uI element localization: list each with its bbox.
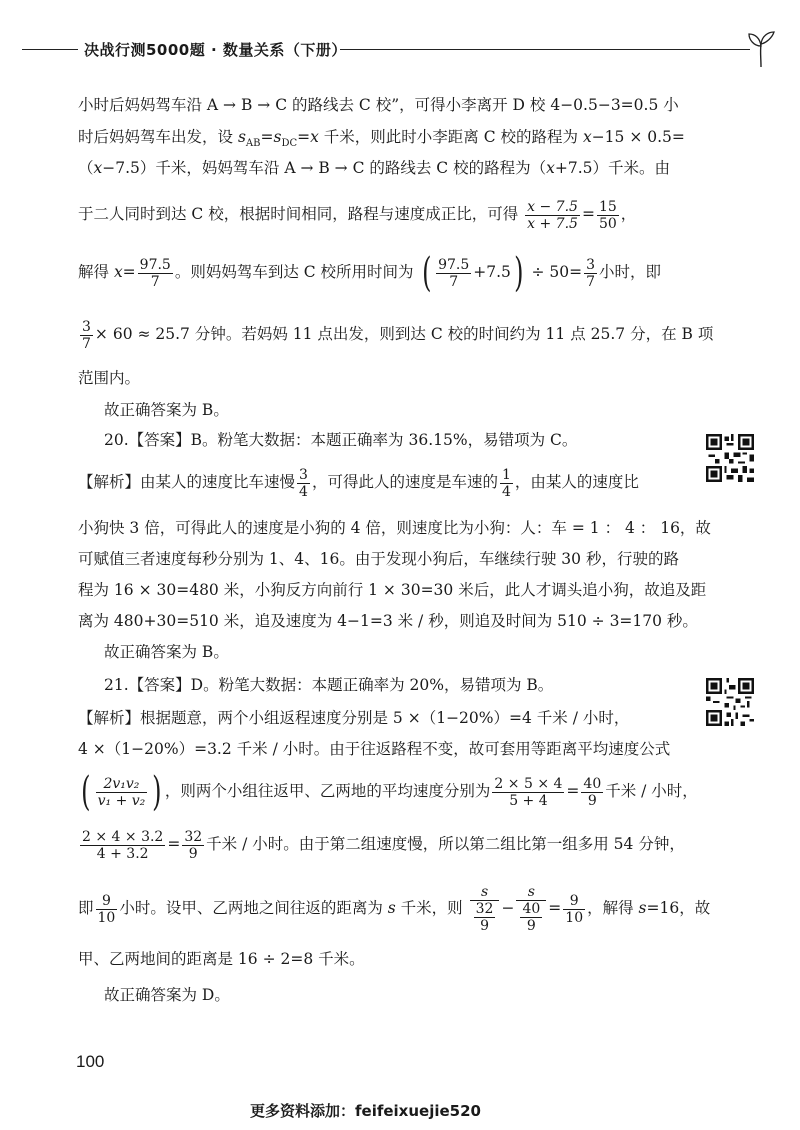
fraction-num: 3 xyxy=(82,318,91,335)
text-run: 解得 xyxy=(78,263,114,281)
text-line: 小狗快 3 倍，可得此人的速度是小狗的 4 倍，则速度比为小狗：人：车 = 1 ： 4 ： 16，故 xyxy=(78,519,711,537)
text-run: 千米 / 小时， xyxy=(605,782,698,800)
fraction-num: 15 xyxy=(598,198,617,215)
fraction-den: 7 xyxy=(436,273,471,290)
fraction-den: x + 7.5 xyxy=(527,215,578,232)
text-run: 千米，则 xyxy=(395,899,463,917)
math-op: =x xyxy=(297,128,319,146)
text-line: 故正确答案为 D。 xyxy=(104,986,230,1004)
fraction xyxy=(297,467,310,500)
text-line: 程为 16 × 30=480 米，小狗反方向前行 1 × 30=30 米后，此人才调头追小狗，故追及距 xyxy=(78,581,707,599)
text-line xyxy=(78,127,685,154)
fraction-den: 50 xyxy=(598,215,617,232)
fraction-den: 10 xyxy=(97,909,116,926)
text-run: ，则两个小组往返甲、乙两地的平均速度分别为 xyxy=(164,782,491,800)
text-run: +7.5）千米。由 xyxy=(554,159,670,177)
fraction-num: 2 × 5 × 4 xyxy=(494,775,563,792)
text-line xyxy=(78,464,639,500)
fraction-den: 5 + 4 xyxy=(492,792,564,809)
fraction xyxy=(96,893,118,926)
fraction-den: 9 xyxy=(581,792,603,809)
fraction-den xyxy=(516,900,546,934)
fraction xyxy=(500,467,513,500)
fraction xyxy=(182,829,204,862)
fraction xyxy=(80,319,93,352)
text-run: 时后妈妈驾车出发，设 xyxy=(78,128,238,146)
text-run: −7.5）千米，妈妈驾车沿 A → B → C 的路线去 C 校的路程为（ xyxy=(102,159,547,177)
math-op: +7.5 xyxy=(473,263,511,281)
fraction-num: x − 7.5 xyxy=(527,198,578,215)
text-run: 【解析】由某人的速度比车速慢 xyxy=(78,473,296,491)
fraction xyxy=(520,901,542,934)
math-op: − xyxy=(501,899,515,917)
math-op: = xyxy=(260,128,274,146)
text-line xyxy=(78,196,636,232)
fraction-num: 1 xyxy=(501,466,511,483)
fraction xyxy=(436,257,471,290)
fraction xyxy=(516,884,546,934)
page-number: 100 xyxy=(76,1052,105,1071)
fraction-num: 32 xyxy=(475,901,494,917)
text-run: ， xyxy=(620,205,637,223)
text-run: （ xyxy=(78,159,94,177)
text-run: 小时，即 xyxy=(599,263,662,281)
math-op: = xyxy=(167,835,181,853)
fraction-den: v₁ + v₂ xyxy=(97,792,146,809)
header-rule-right xyxy=(340,49,750,50)
qr-code xyxy=(706,678,754,726)
fraction-den: 7 xyxy=(586,273,596,290)
text-line xyxy=(78,880,710,936)
text-run: 即 xyxy=(78,899,94,917)
fraction-num: 40 xyxy=(583,775,602,792)
text-line xyxy=(78,826,685,862)
fraction-num: 9 xyxy=(569,892,579,909)
text-run: 。则妈妈驾车到达 C 校所用时间为 xyxy=(174,263,414,281)
fraction-num: 97.5 xyxy=(438,256,470,273)
text-line: 范围内。 xyxy=(78,369,141,387)
text-run: ÷ 50= xyxy=(531,263,583,281)
text-line xyxy=(78,316,713,352)
fraction xyxy=(525,199,580,232)
text-run: ，可得此人的速度是车速的 xyxy=(311,473,498,491)
text-line: 离为 480+30=510 米，追及速度为 4−1=3 米 / 秒，则追及时间为 510 ÷ 3=170 秒。 xyxy=(78,612,698,630)
text-line: 故正确答案为 B。 xyxy=(104,643,229,661)
fraction xyxy=(474,901,496,934)
fraction-den: 4 xyxy=(299,483,308,500)
fraction-num: 40 xyxy=(522,901,541,917)
math-op: = xyxy=(581,205,595,223)
math-var: s xyxy=(273,128,282,146)
footer-note: 更多资料添加：feifeixuejie520 xyxy=(250,1102,481,1120)
math-op: = xyxy=(566,782,580,800)
fraction-den: 9 xyxy=(474,917,496,934)
text-run: × 60 ≈ 25.7 分钟。若妈妈 11 点出发，则到达 C 校的时间约为 11 点 25.7 分，在 B 项 xyxy=(94,325,714,343)
fraction xyxy=(492,776,564,809)
fraction xyxy=(563,893,585,926)
text-line xyxy=(78,250,662,296)
fraction xyxy=(597,199,619,232)
text-run: ，解得 xyxy=(587,899,639,917)
math-sub: DC xyxy=(281,138,298,150)
text-line xyxy=(78,158,670,178)
fraction-num: 97.5 xyxy=(139,256,171,273)
math-op: x= xyxy=(113,263,136,281)
text-line: 4 ×（1−20%）=3.2 千米 / 小时。由于往返路程不变，故可套用等距离平均速度公式 xyxy=(78,740,671,758)
right-paren: ) xyxy=(152,769,162,815)
qr-code xyxy=(706,434,754,482)
fraction-den: 4 + 3.2 xyxy=(80,845,165,862)
math-var: x xyxy=(546,159,555,177)
math-var: s xyxy=(237,128,246,146)
text-run: 小时。设甲、乙两地之间往返的距离为 xyxy=(119,899,388,917)
fraction-num: s xyxy=(527,884,535,900)
answer-line: 21.【答案】D。粉笔大数据：本题正确率为 20%，易错项为 B。 xyxy=(104,676,554,694)
fraction-num: 3 xyxy=(586,256,596,273)
math-var: x xyxy=(582,128,592,146)
answer-line: 20.【答案】B。粉笔大数据：本题正确率为 36.15%，易错项为 C。 xyxy=(104,431,578,449)
fraction-den: 4 xyxy=(501,483,511,500)
fraction-den: 10 xyxy=(565,909,584,926)
fraction-den: 7 xyxy=(138,273,173,290)
fraction-den xyxy=(470,900,500,934)
text-run: −15 × 0.5= xyxy=(591,128,685,146)
fraction-num: 3 xyxy=(299,466,308,483)
fraction-num: 32 xyxy=(184,828,203,845)
fraction-num: 2v₁v₂ xyxy=(103,775,140,792)
text-run: 于二人同时到达 C 校，根据时间相同，路程与速度成正比，可得 xyxy=(78,205,519,223)
right-paren: ) xyxy=(514,250,524,296)
page-header xyxy=(22,30,782,70)
header-rule-left xyxy=(22,49,78,50)
fraction-num: s xyxy=(480,884,489,900)
math-var: s xyxy=(387,899,396,917)
text-run: 千米，则此时小李距离 C 校的路程为 xyxy=(318,128,583,146)
text-line: 故正确答案为 B。 xyxy=(104,401,229,419)
text-line: 可赋值三者速度每秒分别为 1、4、16。由于发现小狗后，车继续行驶 30 秒，行驶的路 xyxy=(78,550,679,568)
fraction xyxy=(470,884,500,934)
text-line: 【解析】根据题意，两个小组返程速度分别是 5 ×（1−20%）=4 千米 / 小时， xyxy=(78,709,630,727)
header-title: 决战行测5000题 · 数量关系（下册） xyxy=(84,41,347,59)
sprout-icon xyxy=(744,30,778,68)
fraction xyxy=(581,776,603,809)
fraction-num: 9 xyxy=(101,892,111,909)
left-paren: ( xyxy=(421,250,431,296)
fraction-den: 7 xyxy=(82,335,91,352)
text-line: 甲、乙两地间的距离是 16 ÷ 2=8 千米。 xyxy=(78,950,365,968)
left-paren: ( xyxy=(81,769,91,815)
text-run: 千米 / 小时。由于第二组速度慢，所以第二组比第一组多用 54 分钟， xyxy=(206,835,685,853)
fraction xyxy=(80,829,165,862)
fraction-den: 9 xyxy=(182,845,204,862)
fraction xyxy=(96,776,148,809)
text-line: 小时后妈妈驾车沿 A → B → C 的路线去 C 校”，可得小李离开 D 校 4−0.5−3=0.5 小 xyxy=(78,96,679,114)
fraction-den: 9 xyxy=(520,917,542,934)
math-sub: AB xyxy=(245,138,261,150)
math-op: = xyxy=(548,899,562,917)
text-run: ，由某人的速度比 xyxy=(514,473,639,491)
text-line xyxy=(78,769,698,815)
fraction-num: 2 × 4 × 3.2 xyxy=(82,828,164,845)
math-var: x xyxy=(93,159,103,177)
fraction xyxy=(138,257,173,290)
text-run: =16，故 xyxy=(646,899,711,917)
fraction xyxy=(584,257,597,290)
math-var: s xyxy=(638,899,647,917)
